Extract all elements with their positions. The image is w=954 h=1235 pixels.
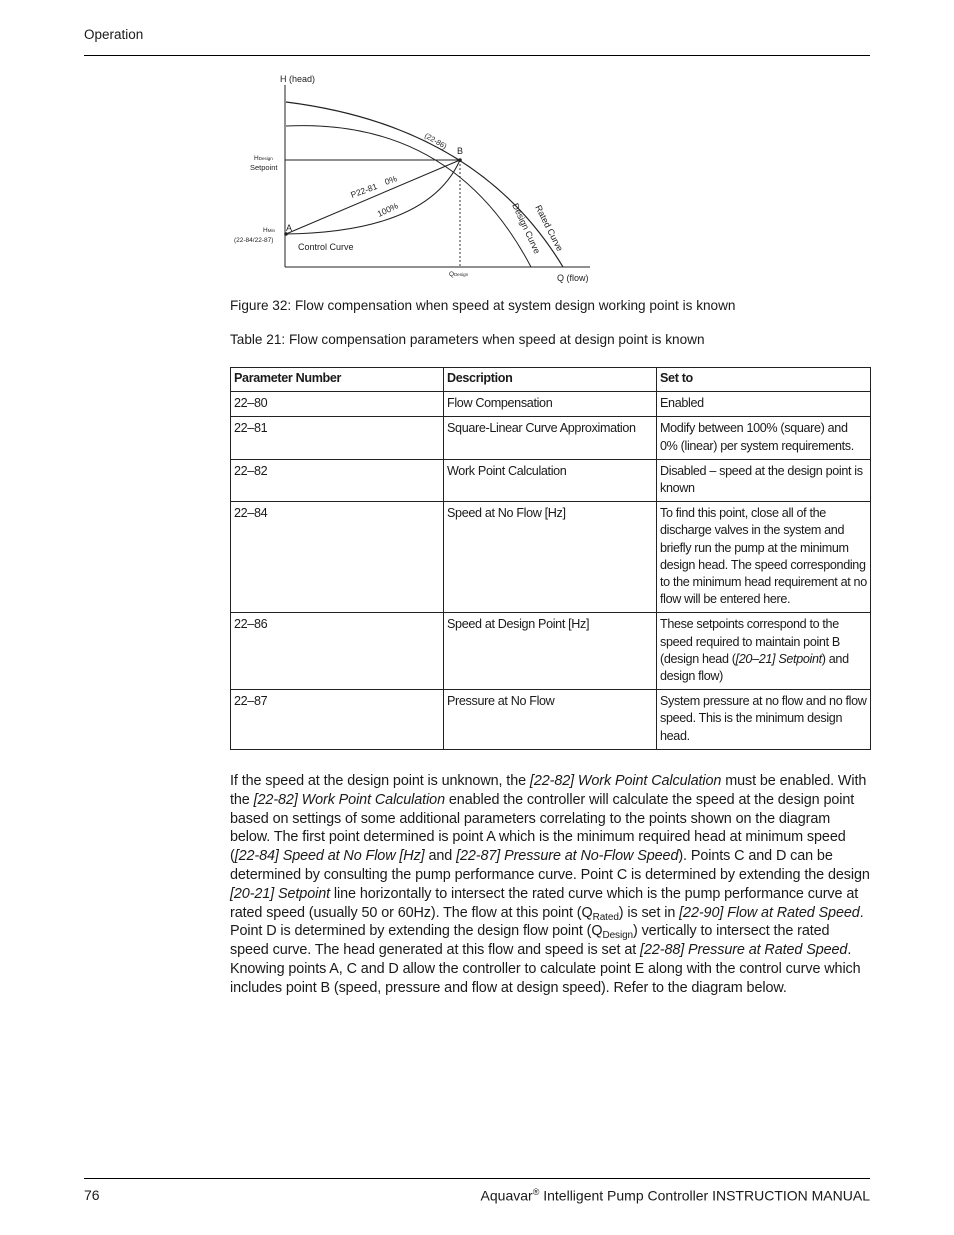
table-row — [231, 459, 871, 501]
diagram-svg — [228, 66, 608, 292]
cell-parameter: 22–87 — [231, 690, 444, 750]
h-min-params: (22-84/22-87) — [234, 237, 274, 244]
h-design-label: HDesign — [254, 155, 273, 162]
cell-set-to: Disabled – speed at the design point is known — [657, 459, 871, 501]
cell-set-to — [657, 613, 871, 690]
q-design-label: QDesign — [449, 271, 469, 278]
table-row — [231, 613, 871, 690]
table-row — [231, 417, 871, 459]
body-paragraph: If the speed at the design point is unknown, the [22-82] Work Point Calculation must be enabled. With the [22-82] Work Point Calculation enabled the controller will calculate the speed at the design point based on settings of some additional parameters correlating to the points shown on the diagram below. The first point determined is point A which is the minimum required head at minimum speed ([22-84] Speed at No Flow [Hz] and [22-87] Pressure at No-Flow Speed). Points C and D can be determined by consulting the pump performance curve. Point C is determined by extending the design [20-21] Setpoint line horizontally to intersect the rated curve which is the pump performance curve at rated speed (usually 50 or 60Hz). The flow at this point $(Q_{Rated})$ is set in [22-90] Flow at Rated Speed. Point D is determined by extending the design flow point $(Q_{Design})$ vertically to intersect the rated speed curve. The head generated at this flow and speed is set at [22-88] Pressure at Rated Speed. Knowing points A, C and D allow the controller to calculate point E along with the control curve which includes point B (speed, pressure and flow at design speed). Refer to the diagram below. — [230, 773, 870, 996]
cell-description: Square-Linear Curve Approximation — [444, 417, 657, 459]
cell-set-to: Modify between 100% (square) and 0% (linear) per system requirements. — [657, 417, 871, 459]
col-header-set-to: Set to — [657, 368, 871, 392]
table-row — [231, 392, 871, 417]
cell-parameter: 22–82 — [231, 459, 444, 501]
h-min-label: HMin — [263, 227, 275, 234]
rated-curve-label: Rated Curve — [533, 203, 566, 253]
table-row — [231, 690, 871, 750]
axis-q-label: Q (flow) — [557, 273, 589, 283]
cell-description: Speed at No Flow [Hz] — [444, 502, 657, 613]
table-caption: Table 21: Flow compensation parameters when speed at design point is known — [230, 332, 705, 347]
figure-caption: Figure 32: Flow compensation when speed at system design working point is known — [230, 298, 736, 313]
cell-parameter: 22–81 — [231, 417, 444, 459]
cell-description: Speed at Design Point [Hz] — [444, 613, 657, 690]
table-header-row — [231, 368, 871, 392]
cell-description: Pressure at No Flow — [444, 690, 657, 750]
cell-parameter: 22–84 — [231, 502, 444, 613]
control-curve-linear — [286, 160, 460, 234]
pct-100-label: 100% — [375, 200, 400, 219]
footer-rule — [84, 1178, 870, 1179]
design-curve-label: Design Curve — [510, 201, 543, 256]
col-header-description: Description — [444, 368, 657, 392]
cell-set-to-tail: ) and design flow) — [660, 651, 849, 684]
control-curve-label: Control Curve — [298, 242, 354, 252]
cell-set-to: Enabled — [657, 392, 871, 417]
point-b-marker — [458, 158, 462, 162]
axis-h-label: H (head) — [280, 74, 316, 84]
pct-0-label: 0% — [383, 173, 399, 187]
cell-set-to: System pressure at no flow and no flow speed. This is the minimum design head. — [657, 690, 871, 750]
flow-compensation-diagram — [228, 66, 608, 292]
header-rule — [84, 55, 870, 56]
point-b-label: B — [457, 146, 464, 156]
cell-parameter: 22–86 — [231, 613, 444, 690]
p22-81-label: P22-81 — [349, 181, 379, 200]
parameter-table — [230, 367, 871, 750]
cell-description: Work Point Calculation — [444, 459, 657, 501]
table-row — [231, 502, 871, 613]
param-22-86-label: (22-86) — [423, 130, 449, 151]
cell-description: Flow Compensation — [444, 392, 657, 417]
cell-set-to: To find this point, close all of the discharge valves in the system and briefly run the pump at the minimum design head. The speed corresponding to the minimum head requirement at no flow will be entered here. — [657, 502, 871, 613]
col-header-parameter: Parameter Number — [231, 368, 444, 392]
cell-set-to-text: These setpoints correspond to the speed required to maintain point B (design head ( — [660, 617, 840, 666]
point-a-label: A — [286, 223, 293, 233]
manual-title: Aquavar® Intelligent Pump Controller INSTRUCTION MANUAL — [480, 1187, 870, 1204]
setpoint-label: Setpoint — [250, 163, 278, 172]
cell-set-to-italic: [20–21] Setpoint — [735, 651, 822, 666]
running-header: Operation — [84, 27, 144, 42]
cell-parameter: 22–80 — [231, 392, 444, 417]
page-number: 76 — [84, 1187, 100, 1203]
